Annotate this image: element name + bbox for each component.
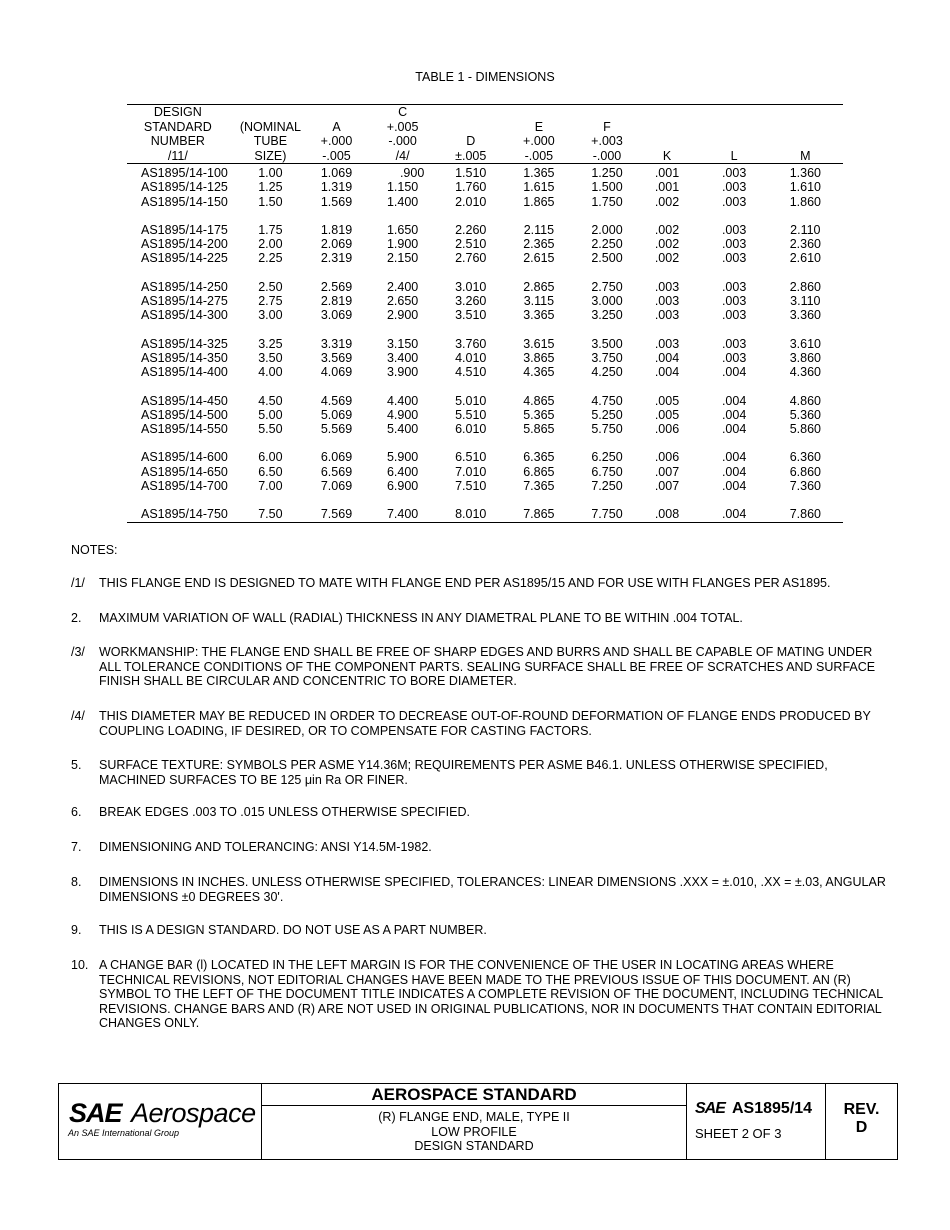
table-cell: 2.360 (789, 237, 821, 252)
table-cell: 4.50 (258, 393, 283, 408)
table-cell: 3.610 (789, 336, 821, 351)
table-cell: 2.510 (455, 237, 487, 252)
table-cell: 1.569 (320, 194, 353, 209)
table-cell: 3.150 (386, 336, 419, 351)
table-cell: .007 (654, 464, 680, 479)
table-row (127, 380, 843, 408)
column-header-line: C (398, 105, 408, 119)
table-row (127, 294, 843, 308)
table-cell: AS1895/14-450 (141, 393, 228, 408)
table-cell: .002 (654, 222, 680, 237)
table-cell: .900 (399, 166, 425, 180)
note-number: /3/ (71, 645, 85, 659)
table-cell: AS1895/14-300 (141, 308, 228, 323)
table-row (127, 408, 843, 422)
table-cell: 3.615 (523, 336, 555, 351)
table-cell: 2.819 (320, 294, 353, 309)
table-row (127, 237, 843, 251)
table-cell: 4.069 (320, 365, 353, 380)
table-cell: 4.400 (386, 393, 419, 408)
table-cell: 7.00 (258, 479, 283, 494)
table-cell: 5.750 (591, 422, 623, 437)
table-cell: 4.860 (789, 393, 821, 408)
table-cell: 2.569 (320, 279, 353, 294)
table-cell: 1.25 (258, 180, 283, 195)
table-cell: 3.260 (455, 294, 487, 309)
table-cell: 7.50 (258, 507, 283, 522)
table-cell: 5.510 (455, 407, 487, 422)
column-header-line: D (466, 134, 476, 148)
table-cell: AS1895/14-125 (141, 180, 228, 195)
note-item (71, 875, 891, 904)
table-cell: .007 (654, 479, 680, 494)
table-cell: 1.150 (386, 180, 419, 195)
note-number: 2. (71, 611, 82, 625)
table-cell: 1.900 (386, 237, 419, 252)
table-cell: 8.010 (455, 507, 487, 522)
column-header (701, 105, 768, 164)
table-cell: 5.365 (523, 407, 555, 422)
table-row (127, 164, 843, 181)
table-cell: 6.865 (523, 464, 555, 479)
table-cell: AS1895/14-600 (141, 450, 228, 465)
table-row (127, 251, 843, 265)
note-item (71, 611, 891, 626)
table-cell: 1.615 (523, 180, 555, 195)
table-cell: 7.010 (455, 464, 487, 479)
table-cell: 2.900 (386, 308, 419, 323)
table-cell: .004 (654, 350, 680, 365)
table-cell: 2.50 (258, 279, 283, 294)
table-cell: 6.00 (258, 450, 283, 465)
note-number: /1/ (71, 576, 85, 590)
table-cell: 1.75 (258, 222, 283, 237)
table-cell: 6.400 (386, 464, 419, 479)
table-cell: 3.569 (320, 350, 353, 365)
table-cell: .003 (721, 237, 747, 252)
table-cell: 1.510 (455, 166, 487, 180)
table-cell: .006 (654, 450, 680, 465)
table-cell: 7.400 (386, 507, 419, 522)
column-header-line: E (534, 119, 544, 134)
table-cell: 5.860 (789, 422, 821, 437)
table-cell: .001 (654, 180, 680, 195)
table-cell: .004 (721, 393, 747, 408)
table-cell: .003 (721, 251, 747, 266)
column-header-line: L (730, 148, 738, 163)
table-cell: 2.260 (455, 222, 487, 237)
column-header-line: -.005 (322, 148, 351, 163)
table-cell: .003 (654, 279, 680, 294)
column-header (229, 105, 312, 164)
table-cell: 2.110 (790, 222, 821, 237)
table-row (127, 209, 843, 237)
table-cell: 1.760 (455, 180, 487, 195)
column-header-line: TUBE (253, 134, 288, 148)
table-cell: 2.365 (523, 237, 555, 252)
table-cell: 6.569 (320, 464, 353, 479)
table-cell: 4.00 (258, 365, 283, 380)
column-header (312, 105, 361, 164)
doc-title-line-3: DESIGN STANDARD (414, 1139, 534, 1153)
table-cell: 4.569 (320, 393, 353, 408)
table-cell: 1.319 (320, 180, 353, 195)
table-cell: 6.900 (386, 479, 419, 494)
table-cell: 4.010 (455, 350, 487, 365)
table-cell: 1.360 (789, 166, 821, 180)
table-cell: 4.510 (455, 365, 487, 380)
table-cell: .004 (721, 479, 747, 494)
note-number: 10. (71, 958, 89, 972)
table-cell: .003 (721, 279, 747, 294)
column-header-line: NUMBER (150, 134, 205, 148)
table-cell: 6.750 (591, 464, 623, 479)
table-cell: .002 (654, 237, 680, 252)
note-text: MAXIMUM VARIATION OF WALL (RADIAL) THICKNESS IN ANY DIAMETRAL PLANE TO BE WITHIN .004 TOTAL. (99, 611, 743, 625)
table-cell: 2.25 (258, 251, 283, 266)
note-item (71, 805, 891, 820)
table-cell: 2.00 (258, 237, 283, 252)
table-row (127, 436, 843, 464)
table-row (127, 365, 843, 379)
table-cell: 4.865 (523, 393, 555, 408)
table-cell: 5.360 (789, 407, 821, 422)
table-cell: 4.250 (591, 365, 623, 380)
column-header-line: -.000 (388, 134, 417, 148)
table-cell: .003 (721, 336, 747, 351)
table-cell: 5.250 (591, 407, 623, 422)
title-block (58, 1083, 898, 1160)
table-cell: AS1895/14-100 (141, 166, 228, 180)
table-row (127, 479, 843, 493)
table-cell: 2.860 (789, 279, 821, 294)
table-cell: 5.900 (386, 450, 419, 465)
table-cell: AS1895/14-500 (141, 407, 228, 422)
table-row (127, 351, 843, 365)
table-cell: .003 (721, 222, 747, 237)
column-header-line: (NOMINAL (239, 119, 301, 134)
table-cell: 3.00 (258, 308, 283, 323)
table-cell: 3.25 (258, 336, 283, 351)
column-header-line: /4/ (395, 148, 410, 163)
table-cell: 3.50 (258, 350, 283, 365)
table-cell: 2.150 (386, 251, 419, 266)
column-header-line: SIZE) (254, 148, 287, 163)
doc-title-line-1: (R) FLANGE END, MALE, TYPE II (378, 1110, 570, 1124)
note-item (71, 645, 891, 689)
table-cell: 2.115 (523, 222, 555, 237)
table-cell: AS1895/14-750 (141, 507, 228, 522)
table-row (127, 180, 843, 194)
sae-aerospace-logo (59, 1084, 262, 1159)
table-cell: 7.750 (591, 507, 623, 522)
note-text: DIMENSIONING AND TOLERANCING: ANSI Y14.5M-1982. (99, 840, 432, 854)
note-item (71, 958, 891, 1031)
column-header (361, 105, 444, 164)
table-cell: .002 (654, 194, 680, 209)
note-number: 8. (71, 875, 82, 889)
table-cell: 5.010 (455, 393, 487, 408)
table-cell: 3.110 (790, 294, 821, 309)
table-cell: 3.360 (789, 308, 821, 323)
revision-section (826, 1084, 897, 1159)
note-number: 6. (71, 805, 82, 819)
note-text: THIS DIAMETER MAY BE REDUCED IN ORDER TO DECREASE OUT-OF-ROUND DEFORMATION OF FLANGE ENDS PRODUCED BY COUPLING LOADING, IF DESIRED, OR TO COMPENSATE FOR CASTING FACTORS. (99, 709, 871, 738)
table-cell: .008 (654, 507, 680, 522)
table-cell: 3.000 (591, 294, 623, 309)
table-cell: 4.750 (591, 393, 623, 408)
column-header (633, 105, 700, 164)
table-cell: 7.069 (320, 479, 353, 494)
table-cell: 2.610 (789, 251, 821, 266)
table-cell: 7.360 (789, 479, 821, 494)
table-cell: 5.569 (320, 422, 353, 437)
table-cell: .005 (654, 407, 680, 422)
table-cell: .004 (721, 422, 747, 437)
table-row (127, 195, 843, 209)
table-cell: 1.50 (258, 194, 283, 209)
note-text: WORKMANSHIP: THE FLANGE END SHALL BE FREE OF SHARP EDGES AND BURRS AND SHALL BE CAPABLE OF MATING UNDER ALL TOLERANCE CONDITIONS OF THE COMPONENT PARTS. SEALING SURFACE SHALL BE FREE OF SCRATCHES AND SURFACE FINISH SHALL BE CIRCULAR AND CONCENTRIC TO BORE DIAMETER. (99, 645, 876, 688)
column-header (581, 105, 634, 164)
table-cell: .003 (721, 308, 747, 323)
table-cell: 7.860 (789, 507, 821, 522)
table-cell: AS1895/14-400 (141, 365, 228, 380)
rev-value: D (855, 1119, 868, 1136)
table-cell: 1.865 (523, 194, 555, 209)
table-cell: .003 (654, 308, 680, 323)
table-cell: 2.250 (591, 237, 623, 252)
column-header-line: K (662, 148, 672, 163)
column-header (768, 105, 843, 164)
table-cell: 1.00 (258, 166, 283, 180)
table-cell: AS1895/14-700 (141, 479, 228, 494)
table-cell: AS1895/14-175 (141, 222, 228, 237)
table-cell: 6.250 (591, 450, 623, 465)
column-header-line: +.000 (320, 134, 353, 148)
table-cell: 2.865 (523, 279, 555, 294)
title-section (262, 1084, 687, 1159)
table-cell: 7.250 (591, 479, 623, 494)
table-cell: 3.860 (789, 350, 821, 365)
note-number: /4/ (71, 709, 85, 723)
table-cell: 5.400 (386, 422, 419, 437)
doc-number: AS1895/14 (732, 1100, 813, 1117)
table-cell: 2.650 (386, 294, 419, 309)
note-item (71, 923, 891, 938)
table-cell: 3.365 (523, 308, 555, 323)
table-cell: 7.865 (523, 507, 555, 522)
table-row (127, 266, 843, 294)
table-cell: 5.865 (523, 422, 555, 437)
table-cell: 6.50 (258, 464, 283, 479)
table-cell: 2.750 (591, 279, 623, 294)
doc-number-section (687, 1084, 826, 1159)
table-title: TABLE 1 - DIMENSIONS (415, 70, 555, 84)
table-cell: .003 (654, 294, 680, 309)
table-cell: 7.365 (523, 479, 555, 494)
table-cell: 1.819 (320, 222, 353, 237)
table-cell: AS1895/14-250 (141, 279, 228, 294)
table-cell: 1.650 (386, 222, 419, 237)
column-header-line: +.003 (591, 134, 623, 148)
table-cell: 2.010 (455, 194, 487, 209)
table-cell: AS1895/14-350 (141, 350, 228, 365)
table-cell: 4.900 (386, 407, 419, 422)
table-cell: .002 (654, 251, 680, 266)
table-cell: .004 (721, 450, 747, 465)
note-text: SURFACE TEXTURE: SYMBOLS PER ASME Y14.36M; REQUIREMENTS PER ASME B46.1. UNLESS OTHERWISE SPECIFIED, MACHINED SURFACES TO BE 125 μin Ra OR FINER. (99, 758, 828, 787)
note-item (71, 576, 891, 591)
table-cell: 6.860 (789, 464, 821, 479)
table-row (127, 465, 843, 479)
table-cell: 1.860 (789, 194, 821, 209)
table-cell: .003 (654, 336, 680, 351)
table-cell: 6.510 (455, 450, 487, 465)
table-cell: 2.500 (591, 251, 623, 266)
table-row (127, 308, 843, 322)
note-item (71, 840, 891, 855)
table-cell: .004 (721, 464, 747, 479)
doc-title-line-2: LOW PROFILE (431, 1124, 517, 1139)
table-cell: 2.760 (455, 251, 487, 266)
table-cell: AS1895/14-225 (141, 251, 228, 266)
logo-aerospace-text: Aerospace (131, 1098, 256, 1128)
table-cell: .001 (654, 166, 680, 180)
sae-logo-small: SAE (695, 1100, 725, 1117)
table-cell: 6.365 (523, 450, 555, 465)
notes-heading: NOTES: (71, 543, 118, 557)
table-cell: .003 (721, 194, 747, 209)
table-cell: 3.115 (523, 294, 555, 309)
table-row (127, 323, 843, 351)
column-header-line: +.005 (386, 119, 419, 134)
table-cell: 2.319 (320, 251, 353, 266)
column-header-line: +.000 (523, 134, 555, 148)
column-header-line: /11/ (167, 148, 188, 163)
table-cell: AS1895/14-150 (141, 194, 228, 209)
table-cell: .003 (721, 294, 747, 309)
table-cell: 7.569 (320, 507, 353, 522)
table-cell: 4.365 (523, 365, 555, 380)
table-cell: 2.069 (320, 237, 353, 252)
note-number: 5. (71, 758, 82, 772)
column-header-line: -.005 (524, 148, 554, 163)
table-cell: 5.00 (258, 407, 283, 422)
table-cell: .004 (721, 407, 747, 422)
table-cell: AS1895/14-650 (141, 464, 228, 479)
table-cell: 3.010 (455, 279, 487, 294)
table-cell: .006 (654, 422, 680, 437)
table-cell: 6.010 (455, 422, 487, 437)
column-header-line: DESIGN (153, 105, 202, 119)
column-header-line: A (332, 119, 341, 134)
note-text: A CHANGE BAR (l) LOCATED IN THE LEFT MARGIN IS FOR THE CONVENIENCE OF THE USER IN LOCATING AREAS WHERE TECHNICAL REVISIONS, NOT EDITORIAL CHANGES HAVE BEEN MADE TO THE PREVIOUS ISSUE OF THIS DOCUMENT. AN (R) SYMBOL TO THE LEFT OF THE DOCUMENT TITLE INDICATES A COMPLETE REVISION OF THE DOCUMENT, INCLUDING TECHNICAL REVISIONS. CHANGE BARS AND (R) ARE NOT USED IN ORIGINAL PUBLICATIONS, NOR IN DOCUMENTS THAT CONTAIN EDITORIAL CHANGES ONLY. (99, 958, 884, 1030)
table-cell: 3.750 (591, 350, 623, 365)
column-header-line: ±.005 (455, 148, 487, 163)
table-cell: 2.615 (523, 251, 555, 266)
note-text: BREAK EDGES .003 TO .015 UNLESS OTHERWISE SPECIFIED. (99, 805, 470, 819)
column-header-line: -.000 (592, 148, 622, 163)
table-cell: 3.865 (523, 350, 555, 365)
table-cell: 2.400 (386, 279, 419, 294)
table-cell: 1.365 (523, 166, 555, 180)
table-cell: 1.750 (591, 194, 623, 209)
table-cell: .003 (721, 180, 747, 195)
table-cell: 3.900 (386, 365, 419, 380)
note-number: 7. (71, 840, 82, 854)
table-cell: 5.069 (320, 407, 353, 422)
column-header-line: M (800, 148, 811, 163)
table-cell: 1.610 (789, 180, 821, 195)
table-cell: 4.360 (789, 365, 821, 380)
table-cell: 5.50 (258, 422, 283, 437)
table-cell: .005 (654, 393, 680, 408)
table-cell: 6.069 (320, 450, 353, 465)
table-cell: 3.500 (591, 336, 623, 351)
table-row (127, 493, 843, 522)
table-cell: 3.250 (591, 308, 623, 323)
column-header (127, 105, 229, 164)
note-item (71, 709, 891, 738)
table-cell: 2.75 (258, 294, 283, 309)
table-cell: AS1895/14-275 (141, 294, 228, 309)
logo-subtitle: An SAE International Group (68, 1128, 180, 1138)
table-cell: 7.510 (455, 479, 487, 494)
table-cell: .003 (721, 166, 747, 180)
table-cell: 3.510 (455, 308, 487, 323)
table-cell: .004 (654, 365, 680, 380)
table-cell: 1.250 (591, 166, 623, 180)
column-header-line: F (603, 119, 611, 134)
dimensions-table (127, 104, 843, 523)
note-item (71, 758, 891, 787)
column-header (497, 105, 580, 164)
table-cell: .004 (721, 507, 747, 522)
table-cell: 3.760 (455, 336, 487, 351)
column-header (444, 105, 497, 164)
note-text: THIS IS A DESIGN STANDARD. DO NOT USE AS A PART NUMBER. (99, 923, 487, 937)
table-cell: 3.400 (386, 350, 419, 365)
table-cell: .004 (721, 365, 747, 380)
standard-type: AEROSPACE STANDARD (262, 1084, 686, 1106)
rev-label: REV. (843, 1101, 880, 1118)
table-cell: AS1895/14-200 (141, 237, 228, 252)
table-cell: 6.360 (789, 450, 821, 465)
sheet-number: SHEET 2 OF 3 (695, 1126, 782, 1141)
table-cell: 3.319 (320, 336, 353, 351)
table-cell: .003 (721, 350, 747, 365)
table-cell: 1.500 (591, 180, 623, 195)
table-cell: 1.400 (386, 194, 419, 209)
table-row (127, 422, 843, 436)
column-header-line: STANDARD (143, 119, 212, 134)
logo-sae-text: SAE (69, 1098, 122, 1128)
table-cell: 1.069 (320, 166, 353, 180)
note-text: DIMENSIONS IN INCHES. UNLESS OTHERWISE SPECIFIED, TOLERANCES: LINEAR DIMENSIONS .XXX = ±.010, .XX = ±.03, ANGULAR DIMENSIONS ±0 DEGREES 30'. (99, 875, 886, 904)
note-number: 9. (71, 923, 82, 937)
table-cell: 2.000 (591, 222, 623, 237)
note-text: THIS FLANGE END IS DESIGNED TO MATE WITH FLANGE END PER AS1895/15 AND FOR USE WITH FLANGES PER AS1895. (99, 576, 831, 590)
table-cell: AS1895/14-550 (141, 422, 228, 437)
table-cell: AS1895/14-325 (141, 336, 228, 351)
table-cell: 3.069 (320, 308, 353, 323)
